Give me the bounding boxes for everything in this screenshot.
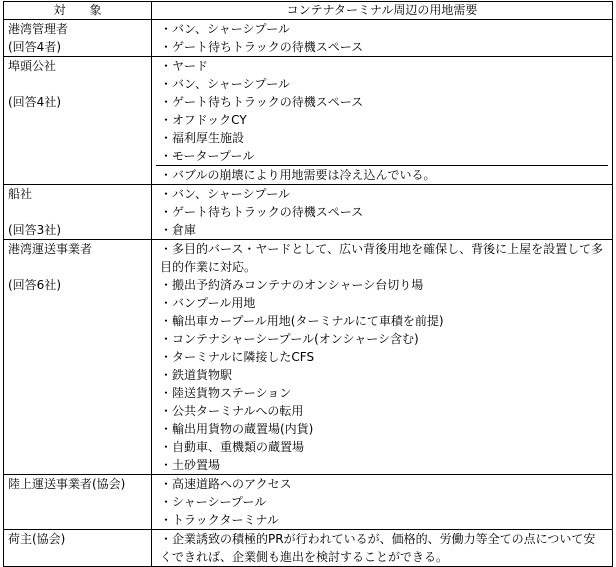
need-item: ・輸出車カープール用地(ターミナルにて車積を前提) [160, 314, 444, 328]
need-item: ・バン、シャーシプール [160, 77, 290, 91]
header-row [4, 2, 613, 20]
subject-cell [4, 475, 152, 530]
needs-cell [152, 240, 613, 475]
subject-name: 陸上運送事業者(協会) [8, 477, 126, 491]
needs-cell [152, 185, 613, 240]
table-row [4, 185, 613, 240]
need-item: ・搬出予約済みコンテナのオンシャーシ台切り場 [160, 278, 424, 292]
need-item: ・倉庫 [160, 223, 197, 237]
subject-cell [4, 20, 152, 57]
header-subject: 対 象 [4, 2, 152, 20]
subject-name: 荷主(協会) [8, 532, 66, 546]
needs-cell [152, 57, 613, 185]
need-item: ・公共ターミナルへの転用 [160, 404, 304, 418]
subject-cell [4, 57, 152, 185]
need-item: ・ゲート待ちトラックの待機スペース [160, 40, 364, 54]
table-row [4, 240, 613, 475]
need-item: ・バン、シャーシプール [160, 22, 290, 36]
need-item: ・自動車、重機類の蔵置場 [160, 440, 305, 454]
need-item: ・シャーシープール [160, 495, 267, 509]
need-item: ・陸送貨物ステーション [160, 386, 292, 400]
subject-cell [4, 185, 152, 240]
need-item: ・ゲート待ちトラックの待機スペース [160, 205, 364, 219]
need-item: ・福利厚生施設 [160, 131, 245, 145]
land-demand-table [3, 1, 613, 567]
needs-cell [152, 530, 613, 567]
subject-count: (回答3社) [8, 223, 61, 237]
need-item: ・企業誘致の積極的PRが行われているが、価格的、労働力等全ての点について安くできれば、企業側も進出を検討することができる。 [160, 532, 596, 564]
need-item: ・ヤード [160, 59, 209, 73]
subject-name: 港湾運送事業者 [8, 242, 93, 256]
subject-spacer [8, 203, 147, 221]
need-item: ・鉄道貨物駅 [160, 368, 233, 382]
need-item: ・高速道路へのアクセス [160, 477, 292, 491]
need-item: ・輸出用貨物の蔵置場(内貨) [160, 422, 314, 436]
table-row [4, 530, 613, 567]
subject-count: (回答4者) [8, 40, 61, 54]
subject-name: 船社 [8, 187, 33, 201]
needs-cell [152, 20, 613, 57]
table-row [4, 57, 613, 185]
need-item: ・多目的バース・ヤードとして、広い背後用地を確保し、背後に上屋を設置して多目的作業に対応。 [160, 242, 604, 274]
table-row [4, 475, 613, 530]
subject-count: (回答6社) [8, 278, 61, 292]
need-item: ・オフドックCY [160, 113, 247, 127]
subject-count: (回答4社) [8, 95, 61, 109]
subject-name: 埠頭公社 [8, 59, 57, 73]
need-item: ・土砂置場 [160, 458, 221, 472]
subject-cell [4, 240, 152, 475]
need-item: ・ターミナルに隣接したCFS [160, 350, 315, 364]
need-item: ・トラックターミナル [160, 513, 279, 527]
subject-name: 港湾管理者 [8, 22, 69, 36]
subject-cell [4, 530, 152, 567]
need-note: ・バブルの崩壊により用地需要は冷え込んでいる。 [160, 168, 436, 182]
header-needs: コンテナターミナル周辺の用地需要 [152, 2, 613, 20]
need-item: ・バンプール用地 [160, 296, 256, 310]
need-item: ・バン、シャーシプール [160, 187, 290, 201]
table-row [4, 20, 613, 57]
need-item: ・コンテナシャーシープール(オンシャーシ含む) [160, 332, 419, 346]
subject-spacer [8, 258, 147, 276]
needs-cell [152, 475, 613, 530]
need-item: ・ゲート待ちトラックの待機スペース [160, 95, 364, 109]
need-item: ・モータープール [160, 149, 255, 163]
subject-spacer [8, 75, 147, 93]
